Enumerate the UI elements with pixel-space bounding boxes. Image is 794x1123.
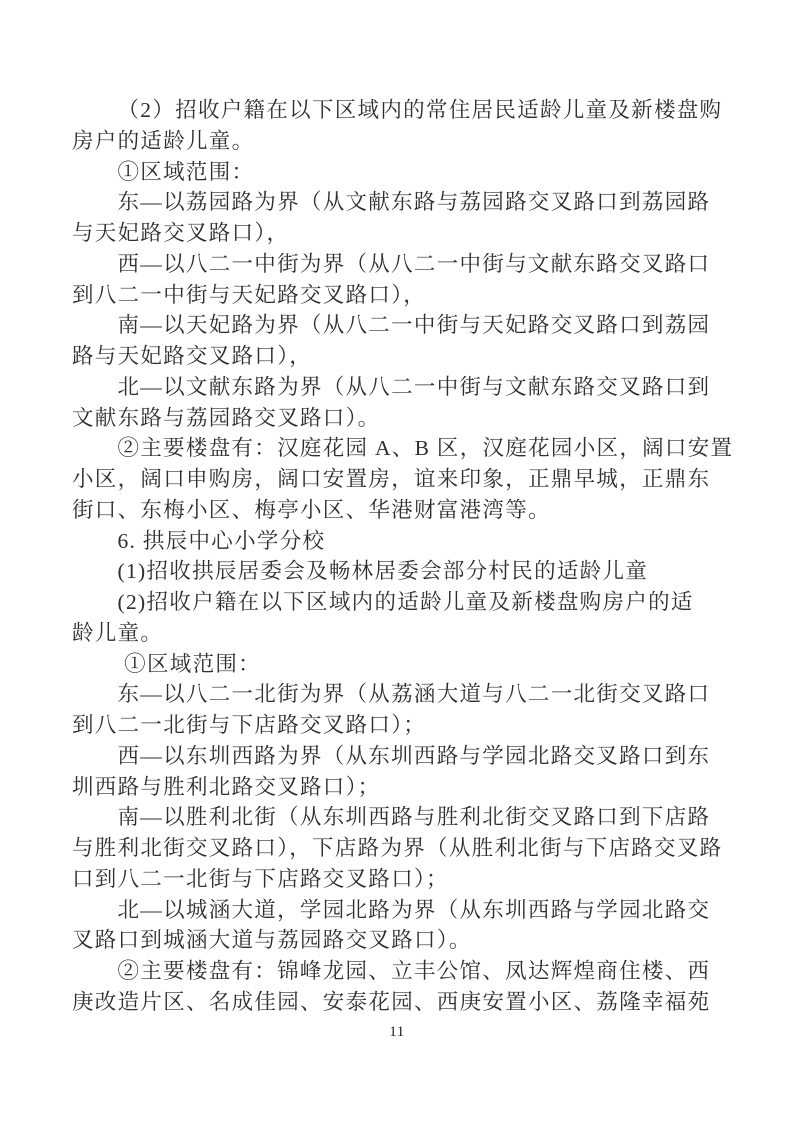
document-body — [72, 95, 734, 1018]
text-line: ①区域范围： — [117, 159, 255, 184]
text-line: 房户的适龄儿童。 — [72, 128, 255, 153]
text-line: 龄儿童。 — [72, 620, 164, 645]
text-line: 口到八二一北街与下店路交叉路口）； — [72, 866, 449, 891]
text-line: 到八二一中街与天妃路交叉路口）， — [72, 282, 427, 307]
text-line: 圳西路与胜利北路交叉路口）； — [72, 774, 381, 799]
text-line: (2)招收户籍在以下区域内的适龄儿童及新楼盘购房户的适 — [117, 590, 694, 614]
text-line: 叉路口到城涵大道与荔园路交叉路口）。 — [72, 928, 472, 953]
page-number: 11 — [389, 1024, 405, 1040]
text-line: 到八二一北街与下店路交叉路口）； — [72, 713, 427, 737]
text-line: 东—以八二一北街为界（从荔涵大道与八二一北街交叉路口 — [117, 682, 711, 707]
text-line: ②主要楼盘有：汉庭花园 A、B 区，汉庭花园小区，阔口安置 — [117, 436, 734, 461]
text-line: 西—以东圳西路为界（从东圳西路与学园北路交叉路口到东 — [117, 743, 711, 768]
text-line: 北—以文献东路为界（从八二一中街与文献东路交叉路口到 — [117, 374, 711, 399]
text-line: ②主要楼盘有：锦峰龙园、立丰公馆、凤达辉煌商住楼、西 — [117, 959, 711, 983]
text-line: 街口、东梅小区、梅亭小区、华港财富港湾等。 — [72, 497, 551, 522]
text-line: 东—以荔园路为界（从文献东路与荔园路交叉路口到荔园路 — [117, 190, 711, 215]
text-line: 文献东路与荔园路交叉路口）。 — [72, 405, 381, 430]
text-line: （2）招收户籍在以下区域内的常住居民适龄儿童及新楼盘购 — [117, 98, 723, 122]
text-line: 与胜利北街交叉路口），下店路为界（从胜利北街与下店路交叉路 — [72, 836, 723, 860]
text-line: 西—以八二一中街为界（从八二一中街与文献东路交叉路口 — [117, 251, 711, 276]
text-line: 路与天妃路交叉路口）， — [72, 344, 313, 368]
text-line: 庚改造片区、名成佳园、安泰花园、西庚安置小区、荔隆幸福苑 — [72, 989, 711, 1014]
text-line: 与天妃路交叉路口）， — [72, 221, 290, 245]
text-line: (1)招收拱辰居委会及畅林居委会部分村民的适龄儿童 — [117, 559, 649, 584]
text-line: 南—以胜利北街（从东圳西路与胜利北街交叉路口到下店路 — [117, 805, 711, 830]
text-line: 小区，阔口申购房，阔口安置房，谊来印象，正鼎早城，正鼎东 — [72, 467, 711, 491]
text-line: 北—以城涵大道，学园北路为界（从东圳西路与学园北路交 — [117, 897, 711, 922]
text-line: 6. 拱辰中心小学分校 — [117, 528, 326, 553]
text-line: ①区域范围： — [117, 651, 261, 676]
text-line: 南—以天妃路为界（从八二一中街与天妃路交叉路口到荔园 — [117, 313, 711, 338]
